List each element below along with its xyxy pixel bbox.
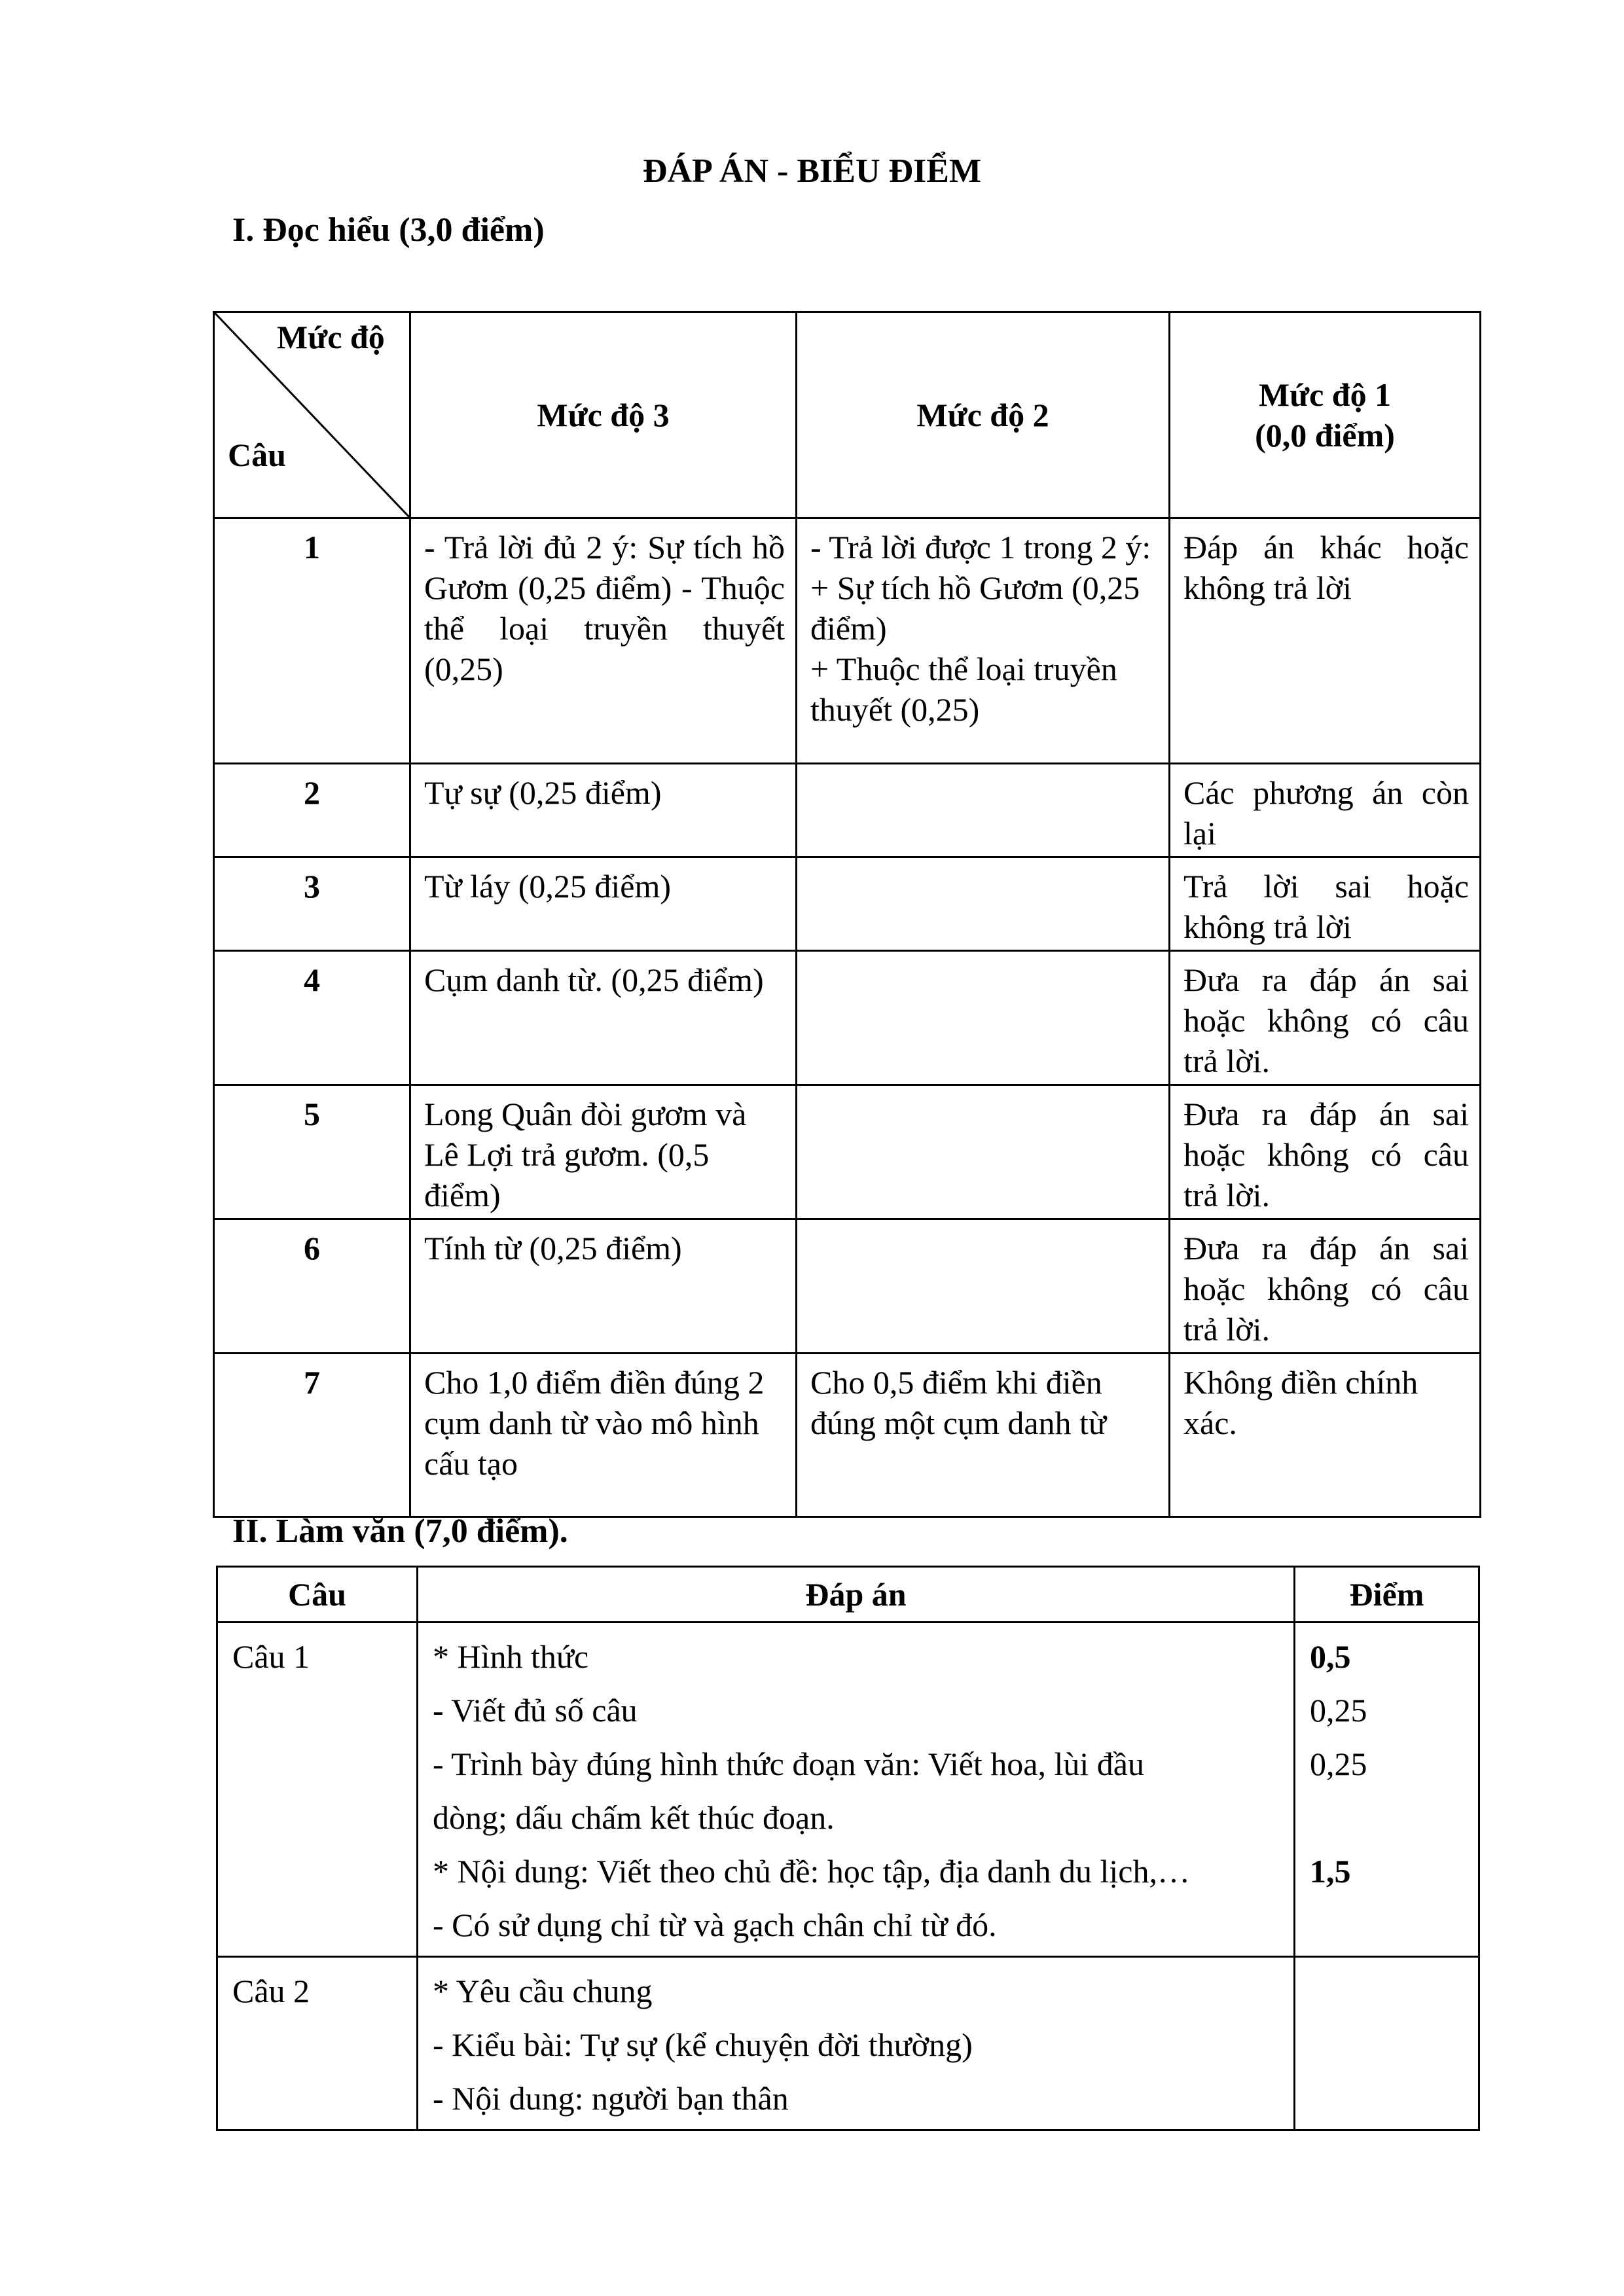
level3-answer: Tính từ (0,25 điểm) (410, 1219, 797, 1354)
question-number: 5 (214, 1085, 410, 1219)
answer-cell: * Hình thức - Viết đủ số câu - Trình bày đúng hình thức đoạn văn: Viết hoa, lùi đầu dòng; dấu chấm kết thúc đoạn. * Nội dung: Viết theo chủ đề: học tập, địa danh du lịch,… - Có sử dụng chỉ từ và gạch chân chỉ từ đó. (418, 1623, 1295, 1957)
level1-answer: Các phương án còn lại (1170, 764, 1481, 857)
table-row (217, 1623, 1479, 1957)
question-number: 6 (214, 1219, 410, 1354)
level1-header: Mức độ 1 (0,0 điểm) (1170, 312, 1481, 518)
question-label: Câu 1 (217, 1623, 418, 1957)
section2-heading: II. Làm văn (7,0 điểm). (232, 1513, 568, 1550)
level1-answer: Đưa ra đáp án sai hoặc không có câu trả lời. (1170, 951, 1481, 1085)
table-header-row (217, 1567, 1479, 1623)
level2-answer (797, 857, 1170, 951)
level3-answer: - Trả lời đủ 2 ý: Sự tích hồ Gươm (0,25 điểm) - Thuộc thể loại truyền thuyết (0,25) (410, 518, 797, 764)
level3-answer: Cụm danh từ. (0,25 điểm) (410, 951, 797, 1085)
table-row (214, 951, 1481, 1085)
question-number: 3 (214, 857, 410, 951)
table-row (214, 764, 1481, 857)
level3-answer: Cho 1,0 điểm điền đúng 2 cụm danh từ vào mô hình cấu tạo (410, 1354, 797, 1517)
level1-answer: Đáp án khác hoặc không trả lời (1170, 518, 1481, 764)
question-label: Câu (228, 437, 286, 473)
level2-answer: - Trả lời được 1 trong 2 ý: + Sự tích hồ Gươm (0,25 điểm) + Thuộc thể loại truyền thuyết (0,25) (797, 518, 1170, 764)
question-column-header: Câu (217, 1567, 418, 1623)
table-row (214, 1354, 1481, 1517)
level2-answer (797, 1219, 1170, 1354)
level2-answer (797, 764, 1170, 857)
level1-answer: Không điền chính xác. (1170, 1354, 1481, 1517)
reading-answer-table (213, 311, 1481, 1518)
level3-header: Mức độ 3 (410, 312, 797, 518)
question-number: 4 (214, 951, 410, 1085)
question-number: 2 (214, 764, 410, 857)
score-cell: 0,5 0,25 0,25 1,5 (1295, 1623, 1479, 1957)
section1-heading: I. Đọc hiểu (3,0 điểm) (232, 211, 545, 249)
level1-answer: Đưa ra đáp án sai hoặc không có câu trả lời. (1170, 1085, 1481, 1219)
level2-answer (797, 1085, 1170, 1219)
page-title: ĐÁP ÁN - BIỂU ĐIỂM (642, 152, 982, 190)
level2-header: Mức độ 2 (797, 312, 1170, 518)
answer-column-header: Đáp án (418, 1567, 1295, 1623)
score-cell (1295, 1957, 1479, 2130)
question-label: Câu 2 (217, 1957, 418, 2130)
level3-answer: Tự sự (0,25 điểm) (410, 764, 797, 857)
level2-answer (797, 951, 1170, 1085)
writing-answer-table (216, 1566, 1480, 2131)
level1-answer: Đưa ra đáp án sai hoặc không có câu trả lời. (1170, 1219, 1481, 1354)
question-number: 1 (214, 518, 410, 764)
table-row (214, 518, 1481, 764)
level3-answer: Long Quân đòi gươm và Lê Lợi trả gươm. (0,5 điểm) (410, 1085, 797, 1219)
level-label: Mức độ (277, 319, 385, 355)
answer-cell: * Yêu cầu chung - Kiểu bài: Tự sự (kể chuyện đời thường) - Nội dung: người bạn thân (418, 1957, 1295, 2130)
question-number: 7 (214, 1354, 410, 1517)
table-row (214, 1219, 1481, 1354)
level3-answer: Từ láy (0,25 điểm) (410, 857, 797, 951)
table-header-row (214, 312, 1481, 518)
table-row (214, 1085, 1481, 1219)
level2-answer: Cho 0,5 điểm khi điền đúng một cụm danh từ (797, 1354, 1170, 1517)
table-row (217, 1957, 1479, 2130)
score-column-header: Điểm (1295, 1567, 1479, 1623)
corner-header-cell (214, 312, 410, 518)
table-row (214, 857, 1481, 951)
level1-answer: Trả lời sai hoặc không trả lời (1170, 857, 1481, 951)
